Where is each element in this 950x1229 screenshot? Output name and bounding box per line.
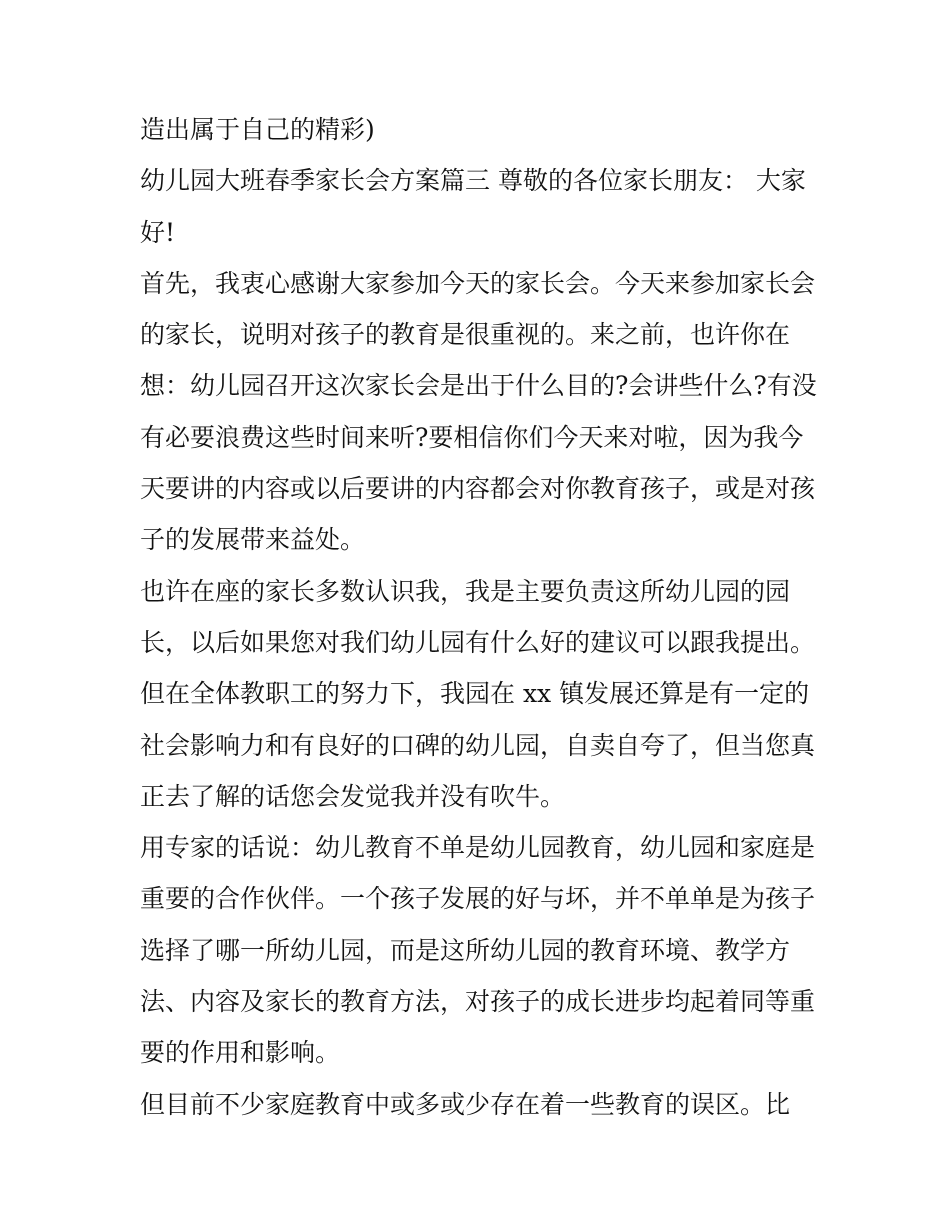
text-line: 长，以后如果您对我们幼儿园有什么好的建议可以跟我提出。 [140, 627, 816, 657]
text-line: 有必要浪费这些时间来听?要相信你们今天来对啦，因为我今 [140, 422, 804, 452]
document-body [140, 104, 830, 1130]
text-line: 选择了哪一所幼儿园，而是这所幼儿园的教育环境、教学方 [140, 935, 791, 965]
text-line: 法、内容及家长的教育方法，对孩子的成长进步均起着同等重 [140, 987, 816, 1017]
text-line: 要的作用和影响。 [140, 1038, 341, 1068]
text-line: 也许在座的家长多数认识我，我是主要负责这所幼儿园的园 [140, 576, 791, 606]
text-line: 但在全体教职工的努力下，我园在 xx 镇发展还算是有一定的 [140, 679, 810, 709]
text-line: 用专家的话说：幼儿教育不单是幼儿园教育，幼儿园和家庭是 [140, 833, 816, 863]
text-line: 子的发展带来益处。 [140, 525, 366, 555]
text-line: 正去了解的话您会发觉我并没有吹牛。 [140, 781, 566, 811]
text-line: 但目前不少家庭教育中或多或少存在着一些教育的误区。比 [140, 1089, 791, 1119]
text-line: 天要讲的内容或以后要讲的内容都会对你教育孩子，或是对孩 [140, 474, 816, 504]
text-line: 幼儿园大班春季家长会方案篇三 尊敬的各位家长朋友： 大家 [140, 166, 806, 196]
text-line: 首先，我衷心感谢大家参加今天的家长会。今天来参加家长会 [140, 268, 816, 298]
text-line: 重要的合作伙伴。一个孩子发展的好与坏，并不单单是为孩子 [140, 884, 816, 914]
text-line: 好! [140, 217, 176, 247]
text-line: 社会影响力和有良好的口碑的幼儿园，自卖自夸了，但当您真 [140, 730, 816, 760]
text-line: 想：幼儿园召开这次家长会是出于什么目的?会讲些什么?有没 [140, 371, 817, 401]
text-line: 造出属于自己的精彩) [140, 115, 375, 144]
text-line: 的家长，说明对孩子的教育是很重视的。来之前，也许你在 [140, 320, 791, 350]
